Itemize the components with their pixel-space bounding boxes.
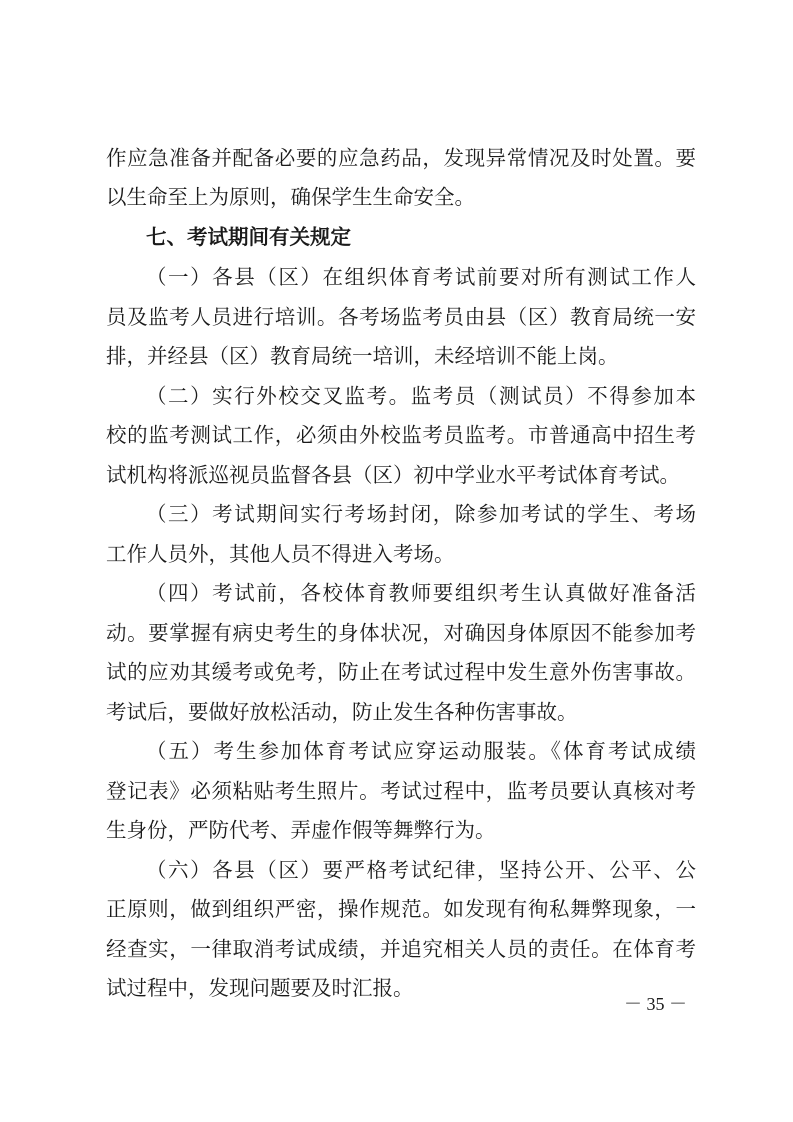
- paragraph-line: 以生命至上为原则，确保学生生命安全。: [106, 185, 475, 209]
- paragraph-line: 考试后，要做好放松活动，防止发生各种伤害事故。: [106, 700, 578, 724]
- paragraph-line: 员及监考人员进行培训。各考场监考员由县（区）教育局统一安: [106, 305, 696, 329]
- paragraph-line: （五）考生参加体育考试应穿运动服装。《体育考试成绩: [146, 739, 696, 763]
- paragraph-line: 登记表》必须粘贴考生照片。考试过程中，监考员要认真核对考: [106, 779, 696, 803]
- paragraph-line: 工作人员外，其他人员不得进入考场。: [106, 542, 455, 566]
- paragraph-line: 校的监考测试工作，必须由外校监考员监考。市普通高中招生考: [106, 423, 696, 447]
- paragraph-line: （一）各县（区）在组织体育考试前要对所有测试工作人: [146, 265, 696, 289]
- paragraph-line: 生身份，严防代考、弄虚作假等舞弊行为。: [106, 818, 496, 842]
- paragraph-line: 试机构将派巡视员监督各县（区）初中学业水平考试体育考试。: [106, 463, 680, 487]
- paragraph-line: （四）考试前，各校体育教师要组织考生认真做好准备活: [146, 581, 696, 605]
- paragraph-line: 排，并经县（区）教育局统一培训，未经培训不能上岗。: [106, 344, 619, 368]
- paragraph-line: 试过程中，发现问题要及时汇报。: [106, 976, 414, 1000]
- paragraph-line: 试的应劝其缓考或免考，防止在考试过程中发生意外伤害事故。: [106, 660, 696, 684]
- section-heading: 七、考试期间有关规定: [146, 225, 351, 249]
- paragraph-line: （二）实行外校交叉监考。监考员（测试员）不得参加本: [146, 384, 696, 408]
- paragraph-line: （六）各县（区）要严格考试纪律，坚持公开、公平、公: [146, 858, 696, 882]
- page-number: － 35 －: [624, 994, 687, 1014]
- paragraph-line: 动。要掌握有病史考生的身体状况，对确因身体原因不能参加考: [106, 621, 696, 645]
- paragraph-line: 经查实，一律取消考试成绩，并追究相关人员的责任。在体育考: [106, 937, 696, 961]
- paragraph-line: 作应急准备并配备必要的应急药品，发现异常情况及时处置。要: [106, 146, 696, 170]
- paragraph-line: （三）考试期间实行考场封闭，除参加考试的学生、考场: [146, 502, 696, 526]
- paragraph-line: 正原则，做到组织严密，操作规范。如发现有徇私舞弊现象，一: [106, 897, 696, 921]
